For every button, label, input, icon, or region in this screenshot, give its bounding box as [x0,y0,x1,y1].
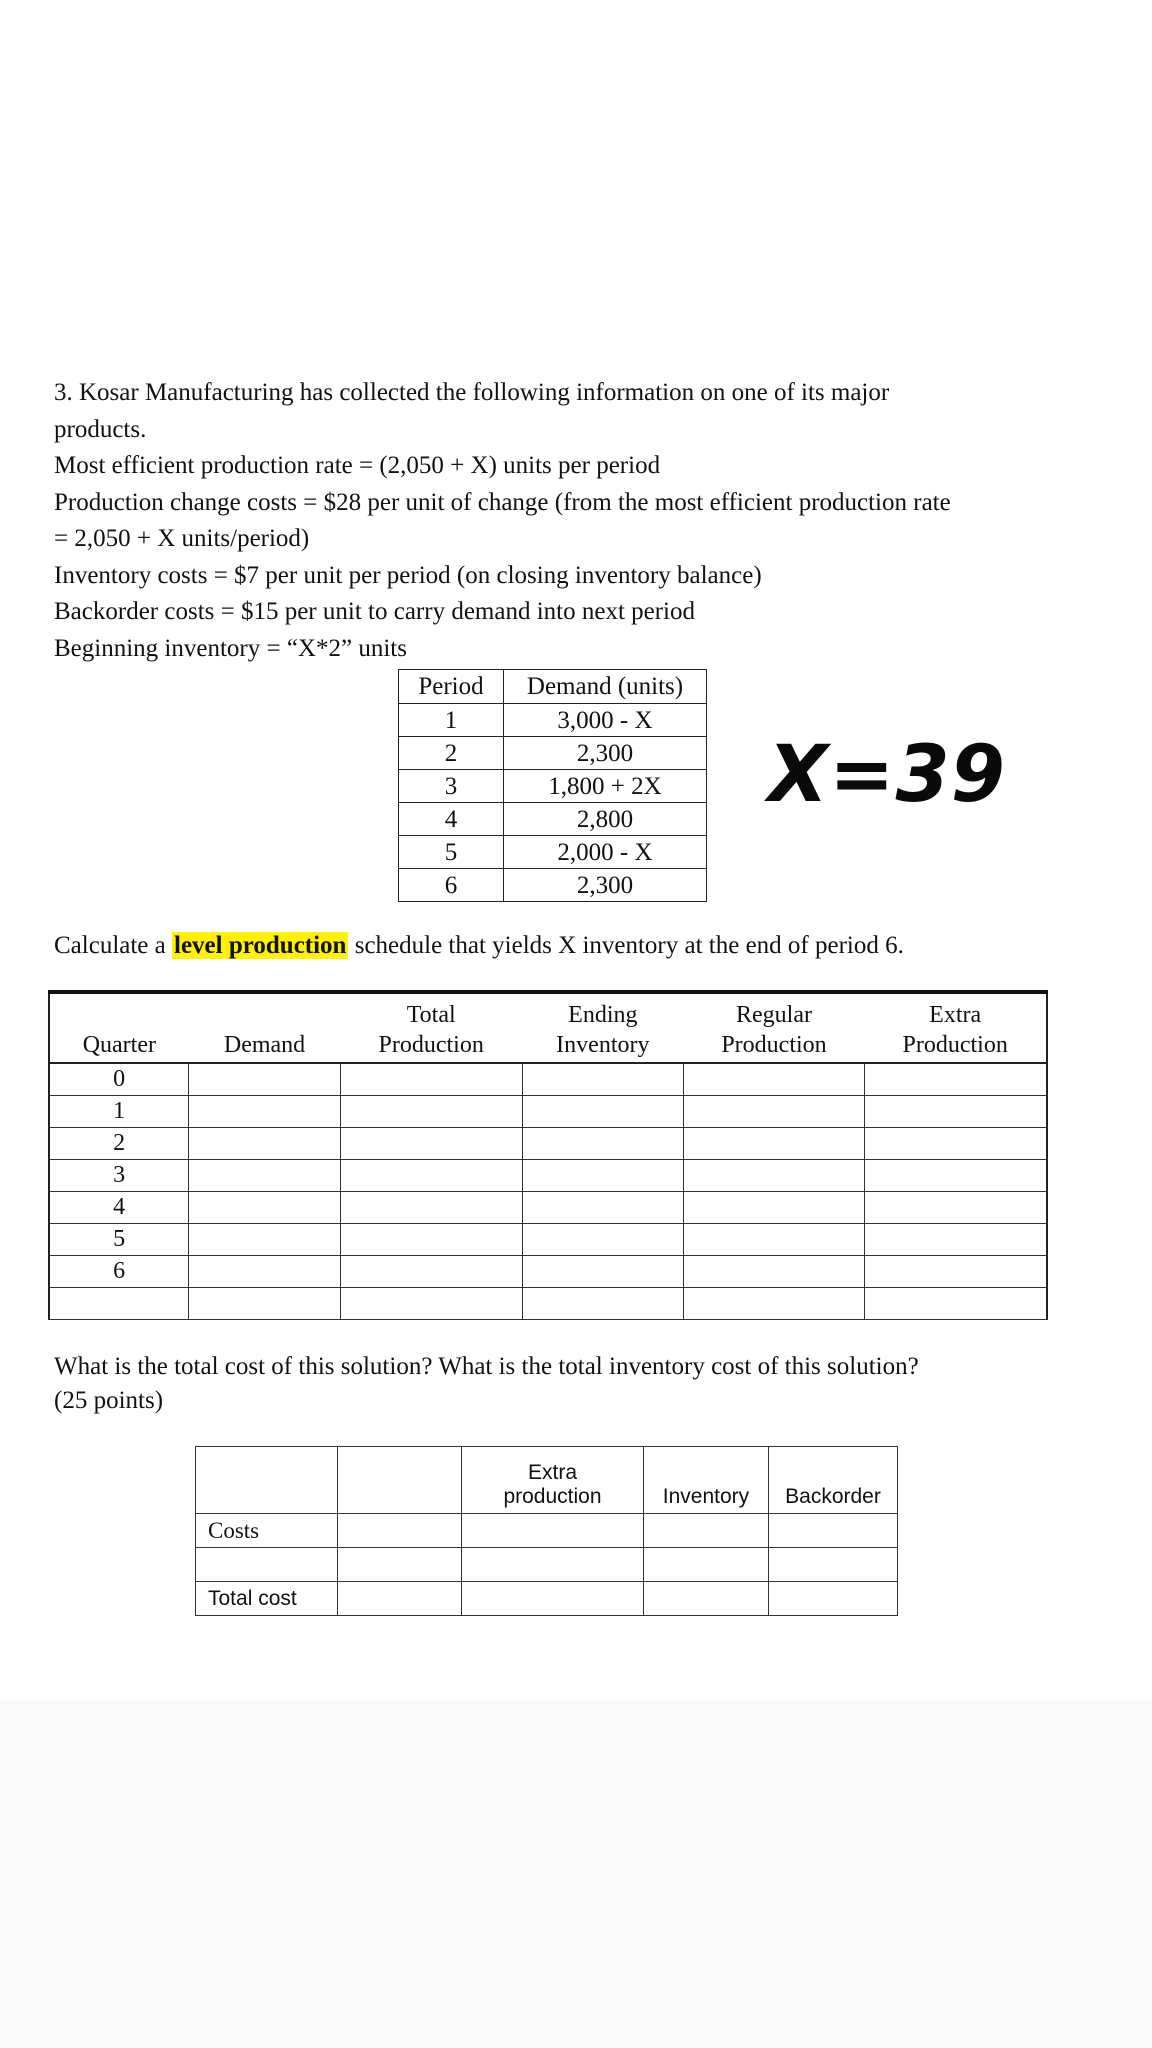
cost-header-backorder: Backorder [769,1447,898,1514]
blank-cell[interactable] [189,1288,341,1320]
intro-line: Beginning inventory = “X*2” units [54,634,407,662]
problem-intro [54,375,1114,667]
blank-cell[interactable] [340,1063,522,1096]
blank-cell[interactable] [864,1160,1047,1192]
cost-header-extra-production: Extra production [462,1447,644,1514]
blank-cell[interactable] [684,1160,865,1192]
blank-cell[interactable] [522,1160,684,1192]
intro-line: Backorder costs = $15 per unit to carry demand into next period [54,598,696,625]
blank-cell[interactable] [462,1514,644,1548]
schedule-header-ending-inventory: Ending Inventory [522,992,684,1063]
demand-table-header-period: Period [399,670,504,704]
total-cost-label: Total cost [196,1582,338,1616]
period-cell: 6 [399,869,504,902]
instruction-before: Calculate a [54,932,172,959]
intro-line: Production change costs = $28 per unit of change (from the most efficient production rate [54,488,951,516]
intro-line: Inventory costs = $7 per unit per period (on closing inventory balance) [54,561,762,589]
quarter-cell: 0 [49,1063,189,1096]
period-cell: 4 [399,803,504,836]
demand-table [398,669,707,902]
x-value-annotation: X=39 [768,730,1007,820]
intro-line: Most efficient production rate = (2,050 + X) units per period [54,452,661,479]
blank-cell[interactable] [338,1548,462,1582]
intro-line: = 2,050 + X units/period) [54,525,310,552]
blank-cell[interactable] [684,1128,865,1160]
blank-cell[interactable] [644,1514,769,1548]
blank-cell[interactable] [462,1548,644,1582]
question-points: (25 points) [54,1387,164,1414]
blank-cell[interactable] [189,1224,341,1256]
schedule-header-quarter: Quarter [49,992,189,1063]
cost-row-blank [196,1548,898,1582]
blank-cell[interactable] [522,1063,684,1096]
demand-cell: 2,800 [504,803,707,836]
schedule-table [48,990,1048,1320]
blank-cell[interactable] [684,1192,865,1224]
blank-cell[interactable] [684,1256,865,1288]
quarter-cell: 1 [49,1096,189,1128]
blank-cell[interactable] [769,1582,898,1616]
quarter-cell: 3 [49,1160,189,1192]
quarter-cell: 6 [49,1256,189,1288]
quarter-cell: 2 [49,1128,189,1160]
demand-cell: 2,300 [504,737,707,770]
blank-cell[interactable] [684,1063,865,1096]
instruction-after: schedule that yields X inventory at the end of period 6. [348,932,904,959]
period-cell: 2 [399,737,504,770]
blank-cell[interactable] [769,1548,898,1582]
schedule-header-extra-production: Extra Production [864,992,1047,1063]
intro-line: products. [54,415,147,443]
blank-cell[interactable] [189,1063,341,1096]
period-cell: 5 [399,836,504,869]
demand-table-row [399,869,707,902]
quarter-cell: 4 [49,1192,189,1224]
schedule-row [49,1192,1047,1224]
demand-cell: 2,000 - X [504,836,707,869]
blank-cell[interactable] [189,1192,341,1224]
blank-cell[interactable] [189,1160,341,1192]
blank-cell[interactable] [864,1096,1047,1128]
blank-cell[interactable] [769,1514,898,1548]
demand-table-row [399,770,707,803]
period-cell: 1 [399,704,504,737]
demand-table-row [399,836,707,869]
cost-header-blank [196,1447,338,1514]
cost-table [195,1446,898,1616]
schedule-row [49,1096,1047,1128]
demand-table-row [399,737,707,770]
schedule-row [49,1063,1047,1096]
blank-cell[interactable] [522,1288,684,1320]
blank-cell[interactable] [644,1548,769,1582]
instruction-highlight: level production [174,932,347,959]
blank-cell[interactable] [864,1224,1047,1256]
blank-cell[interactable] [864,1256,1047,1288]
question-line: What is the total cost of this solution? What is the total inventory cost of this solution? [54,1353,919,1380]
blank-cell[interactable] [864,1192,1047,1224]
blank-cell[interactable] [684,1224,865,1256]
blank-cell[interactable] [340,1128,522,1160]
blank-cell[interactable] [189,1096,341,1128]
demand-cell: 1,800 + 2X [504,770,707,803]
quarter-cell [49,1288,189,1320]
schedule-row [49,1256,1047,1288]
quarter-cell: 5 [49,1224,189,1256]
demand-table-row [399,803,707,836]
blank-cell[interactable] [340,1288,522,1320]
blank-cell[interactable] [644,1582,769,1616]
page-bottom-background [0,1700,1152,2048]
blank-cell[interactable] [338,1582,462,1616]
costs-label: Costs [196,1514,338,1548]
blank-cell[interactable] [684,1288,865,1320]
demand-cell: 2,300 [504,869,707,902]
schedule-row [49,1224,1047,1256]
cost-row-costs [196,1514,898,1548]
cost-row-total [196,1582,898,1616]
blank-cell[interactable] [864,1063,1047,1096]
blank-cell[interactable] [340,1256,522,1288]
blank-cell[interactable] [522,1192,684,1224]
blank-cell[interactable] [864,1128,1047,1160]
schedule-row [49,1160,1047,1192]
schedule-row [49,1128,1047,1160]
blank-cell[interactable] [189,1256,341,1288]
blank-cell[interactable] [189,1128,341,1160]
blank-cell[interactable] [340,1160,522,1192]
intro-line: 3. Kosar Manufacturing has collected the following information on one of its major [54,379,890,406]
schedule-row [49,1288,1047,1320]
blank-cell[interactable] [340,1192,522,1224]
blank-cell[interactable] [340,1224,522,1256]
blank-cell[interactable] [522,1096,684,1128]
blank-cell[interactable] [684,1096,865,1128]
blank-cell[interactable] [522,1256,684,1288]
demand-table-header-demand: Demand (units) [504,670,707,704]
schedule-header-total-production: Total Production [340,992,522,1063]
blank-cell[interactable] [196,1548,338,1582]
question-text [54,1350,1054,1418]
schedule-header-regular-production: Regular Production [684,992,865,1063]
blank-cell[interactable] [864,1288,1047,1320]
schedule-header-demand: Demand [189,992,341,1063]
demand-cell: 3,000 - X [504,704,707,737]
blank-cell[interactable] [338,1514,462,1548]
instruction-text [54,932,904,960]
blank-cell[interactable] [522,1224,684,1256]
blank-cell[interactable] [522,1128,684,1160]
demand-table-row [399,704,707,737]
blank-cell[interactable] [340,1096,522,1128]
period-cell: 3 [399,770,504,803]
cost-header-inventory: Inventory [644,1447,769,1514]
cost-header-blank [338,1447,462,1514]
blank-cell[interactable] [462,1582,644,1616]
